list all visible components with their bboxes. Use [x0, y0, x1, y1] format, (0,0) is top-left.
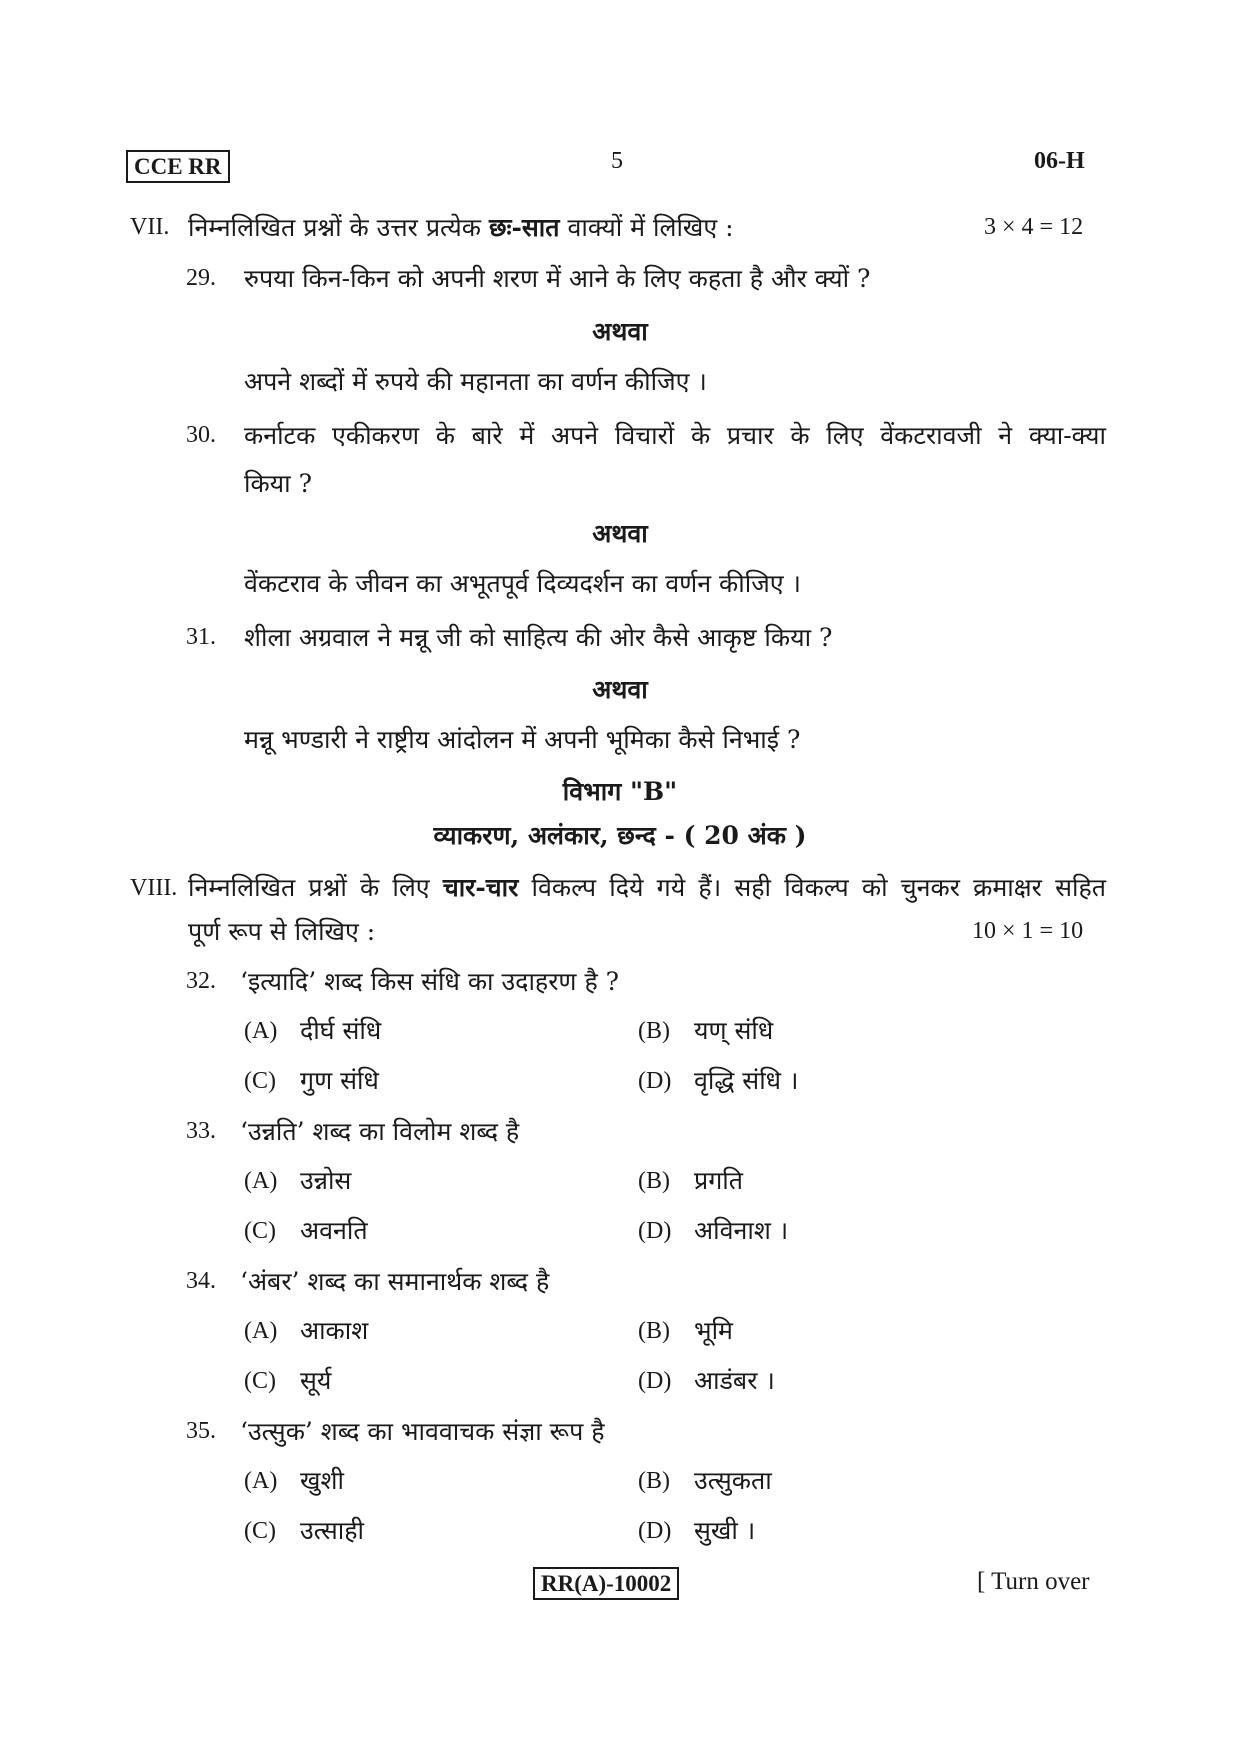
q29-text: रुपया किन-किन को अपनी शरण में आने के लिए कहता है और क्यों ?	[244, 264, 871, 293]
q34-option-a-letter: (A)	[244, 1318, 278, 1344]
section-viii-instruction-bold: चार-चार	[442, 873, 519, 902]
q35-option-b-letter: (B)	[638, 1468, 670, 1494]
q32-option-b-letter: (B)	[638, 1018, 670, 1044]
q32-option-a-letter: (A)	[244, 1018, 278, 1044]
q35-option-a-letter: (A)	[244, 1468, 278, 1494]
q34-option-c-letter: (C)	[244, 1368, 276, 1394]
section-vii-roman: VII.	[130, 214, 170, 240]
q29-or-label: अथवा	[592, 317, 648, 346]
q33-text: ‘उन्नति’ शब्द का विलोम शब्द है	[240, 1117, 520, 1146]
q35-text: ‘उत्सुक’ शब्द का भाववाचक संज्ञा रूप है	[240, 1417, 605, 1446]
page-number: 5	[611, 148, 623, 174]
q33-option-d-text: अविनाश ।	[694, 1216, 789, 1245]
q35-number: 35.	[186, 1418, 216, 1444]
q34-option-b-letter: (B)	[638, 1318, 670, 1344]
subject-code: 06-H	[1034, 148, 1085, 174]
turn-over-label: [ Turn over	[977, 1568, 1090, 1595]
q29-alt-text: अपने शब्दों में रुपये की महानता का वर्णन कीजिए ।	[244, 367, 707, 396]
section-viii-instruction-b: विकल्प दिये गये हैं। सही विकल्प को चुनकर क्रमाक्षर सहित	[518, 873, 1106, 902]
q31-or-label: अथवा	[592, 675, 648, 704]
section-vii-instruction	[188, 210, 734, 244]
q30-text-line2: किया ?	[244, 469, 313, 498]
section-viii-marks: 10 × 1 = 10	[972, 918, 1084, 944]
section-b-subtitle: व्याकरण, अलंकार, छन्द - ( 20 अंक )	[433, 821, 807, 850]
q35-option-c-letter: (C)	[244, 1518, 276, 1544]
q32-number: 32.	[186, 968, 216, 994]
q34-option-d-text: आडंबर ।	[694, 1366, 775, 1395]
section-vii-marks: 3 × 4 = 12	[984, 214, 1084, 240]
section-viii-instruction	[188, 870, 1106, 904]
q33-option-c-text: अवनति	[300, 1216, 368, 1245]
q32-option-d-text: वृद्धि संधि ।	[694, 1066, 799, 1095]
footer-code-box: RR(A)-10002	[533, 1567, 679, 1600]
section-vii-instruction-bold: छः-सात	[488, 213, 560, 242]
q34-text: ‘अंबर’ शब्द का समानार्थक शब्द है	[240, 1267, 550, 1296]
q34-option-b-text: भूमि	[694, 1316, 734, 1345]
q34-option-d-letter: (D)	[638, 1368, 672, 1394]
q33-option-b-text: प्रगति	[694, 1166, 744, 1195]
q33-option-a-text: उन्नोस	[300, 1166, 352, 1195]
section-viii-instruction-line2: पूर्ण रूप से लिखिए :	[188, 917, 376, 946]
paper-code-box: CCE RR	[126, 150, 230, 183]
q30-alt-text: वेंकटराव के जीवन का अभूतपूर्व दिव्यदर्शन का वर्णन कीजिए ।	[244, 569, 801, 598]
section-vii-instruction-a: निम्नलिखित प्रश्नों के उत्तर प्रत्येक	[188, 213, 489, 242]
section-vii-instruction-b: वाक्यों में लिखिए :	[559, 213, 734, 242]
q35-option-c-text: उत्साही	[300, 1516, 364, 1545]
q33-option-c-letter: (C)	[244, 1218, 276, 1244]
q35-option-d-letter: (D)	[638, 1518, 672, 1544]
q30-number: 30.	[186, 422, 216, 448]
q32-text: ‘इत्यादि’ शब्द किस संधि का उदाहरण है ?	[240, 967, 620, 996]
q33-option-d-letter: (D)	[638, 1218, 672, 1244]
section-viii-roman: VIII.	[130, 875, 178, 901]
q32-option-a-text: दीर्घ संधि	[300, 1016, 382, 1045]
q29-number: 29.	[186, 265, 216, 291]
q32-option-b-text: यण् संधि	[694, 1016, 774, 1045]
section-viii-instruction-a: निम्नलिखित प्रश्नों के लिए	[188, 873, 443, 902]
q33-number: 33.	[186, 1118, 216, 1144]
q30-or-label: अथवा	[592, 519, 648, 548]
q35-option-a-text: खुशी	[300, 1466, 344, 1495]
q31-alt-text: मन्नू भण्डारी ने राष्ट्रीय आंदोलन में अपनी भूमिका कैसे निभाई ?	[244, 725, 801, 754]
q31-text: शीला अग्रवाल ने मन्नू जी को साहित्य की ओर कैसे आकृष्ट किया ?	[244, 623, 833, 652]
q32-option-d-letter: (D)	[638, 1068, 672, 1094]
q33-option-a-letter: (A)	[244, 1168, 278, 1194]
q34-number: 34.	[186, 1268, 216, 1294]
q34-option-a-text: आकाश	[300, 1316, 369, 1345]
q32-option-c-letter: (C)	[244, 1068, 276, 1094]
section-b-title: विभाग "B"	[562, 777, 678, 806]
q32-option-c-text: गुण संधि	[300, 1066, 379, 1095]
q31-number: 31.	[186, 624, 216, 650]
q33-option-b-letter: (B)	[638, 1168, 670, 1194]
q30-text-line1: कर्नाटक एकीकरण के बारे में अपने विचारों के प्रचार के लिए वेंकटरावजी ने क्या-क्या	[244, 421, 1106, 450]
q35-option-d-text: सुखी ।	[694, 1516, 756, 1545]
q35-option-b-text: उत्सुकता	[694, 1466, 772, 1495]
q34-option-c-text: सूर्य	[300, 1366, 332, 1395]
